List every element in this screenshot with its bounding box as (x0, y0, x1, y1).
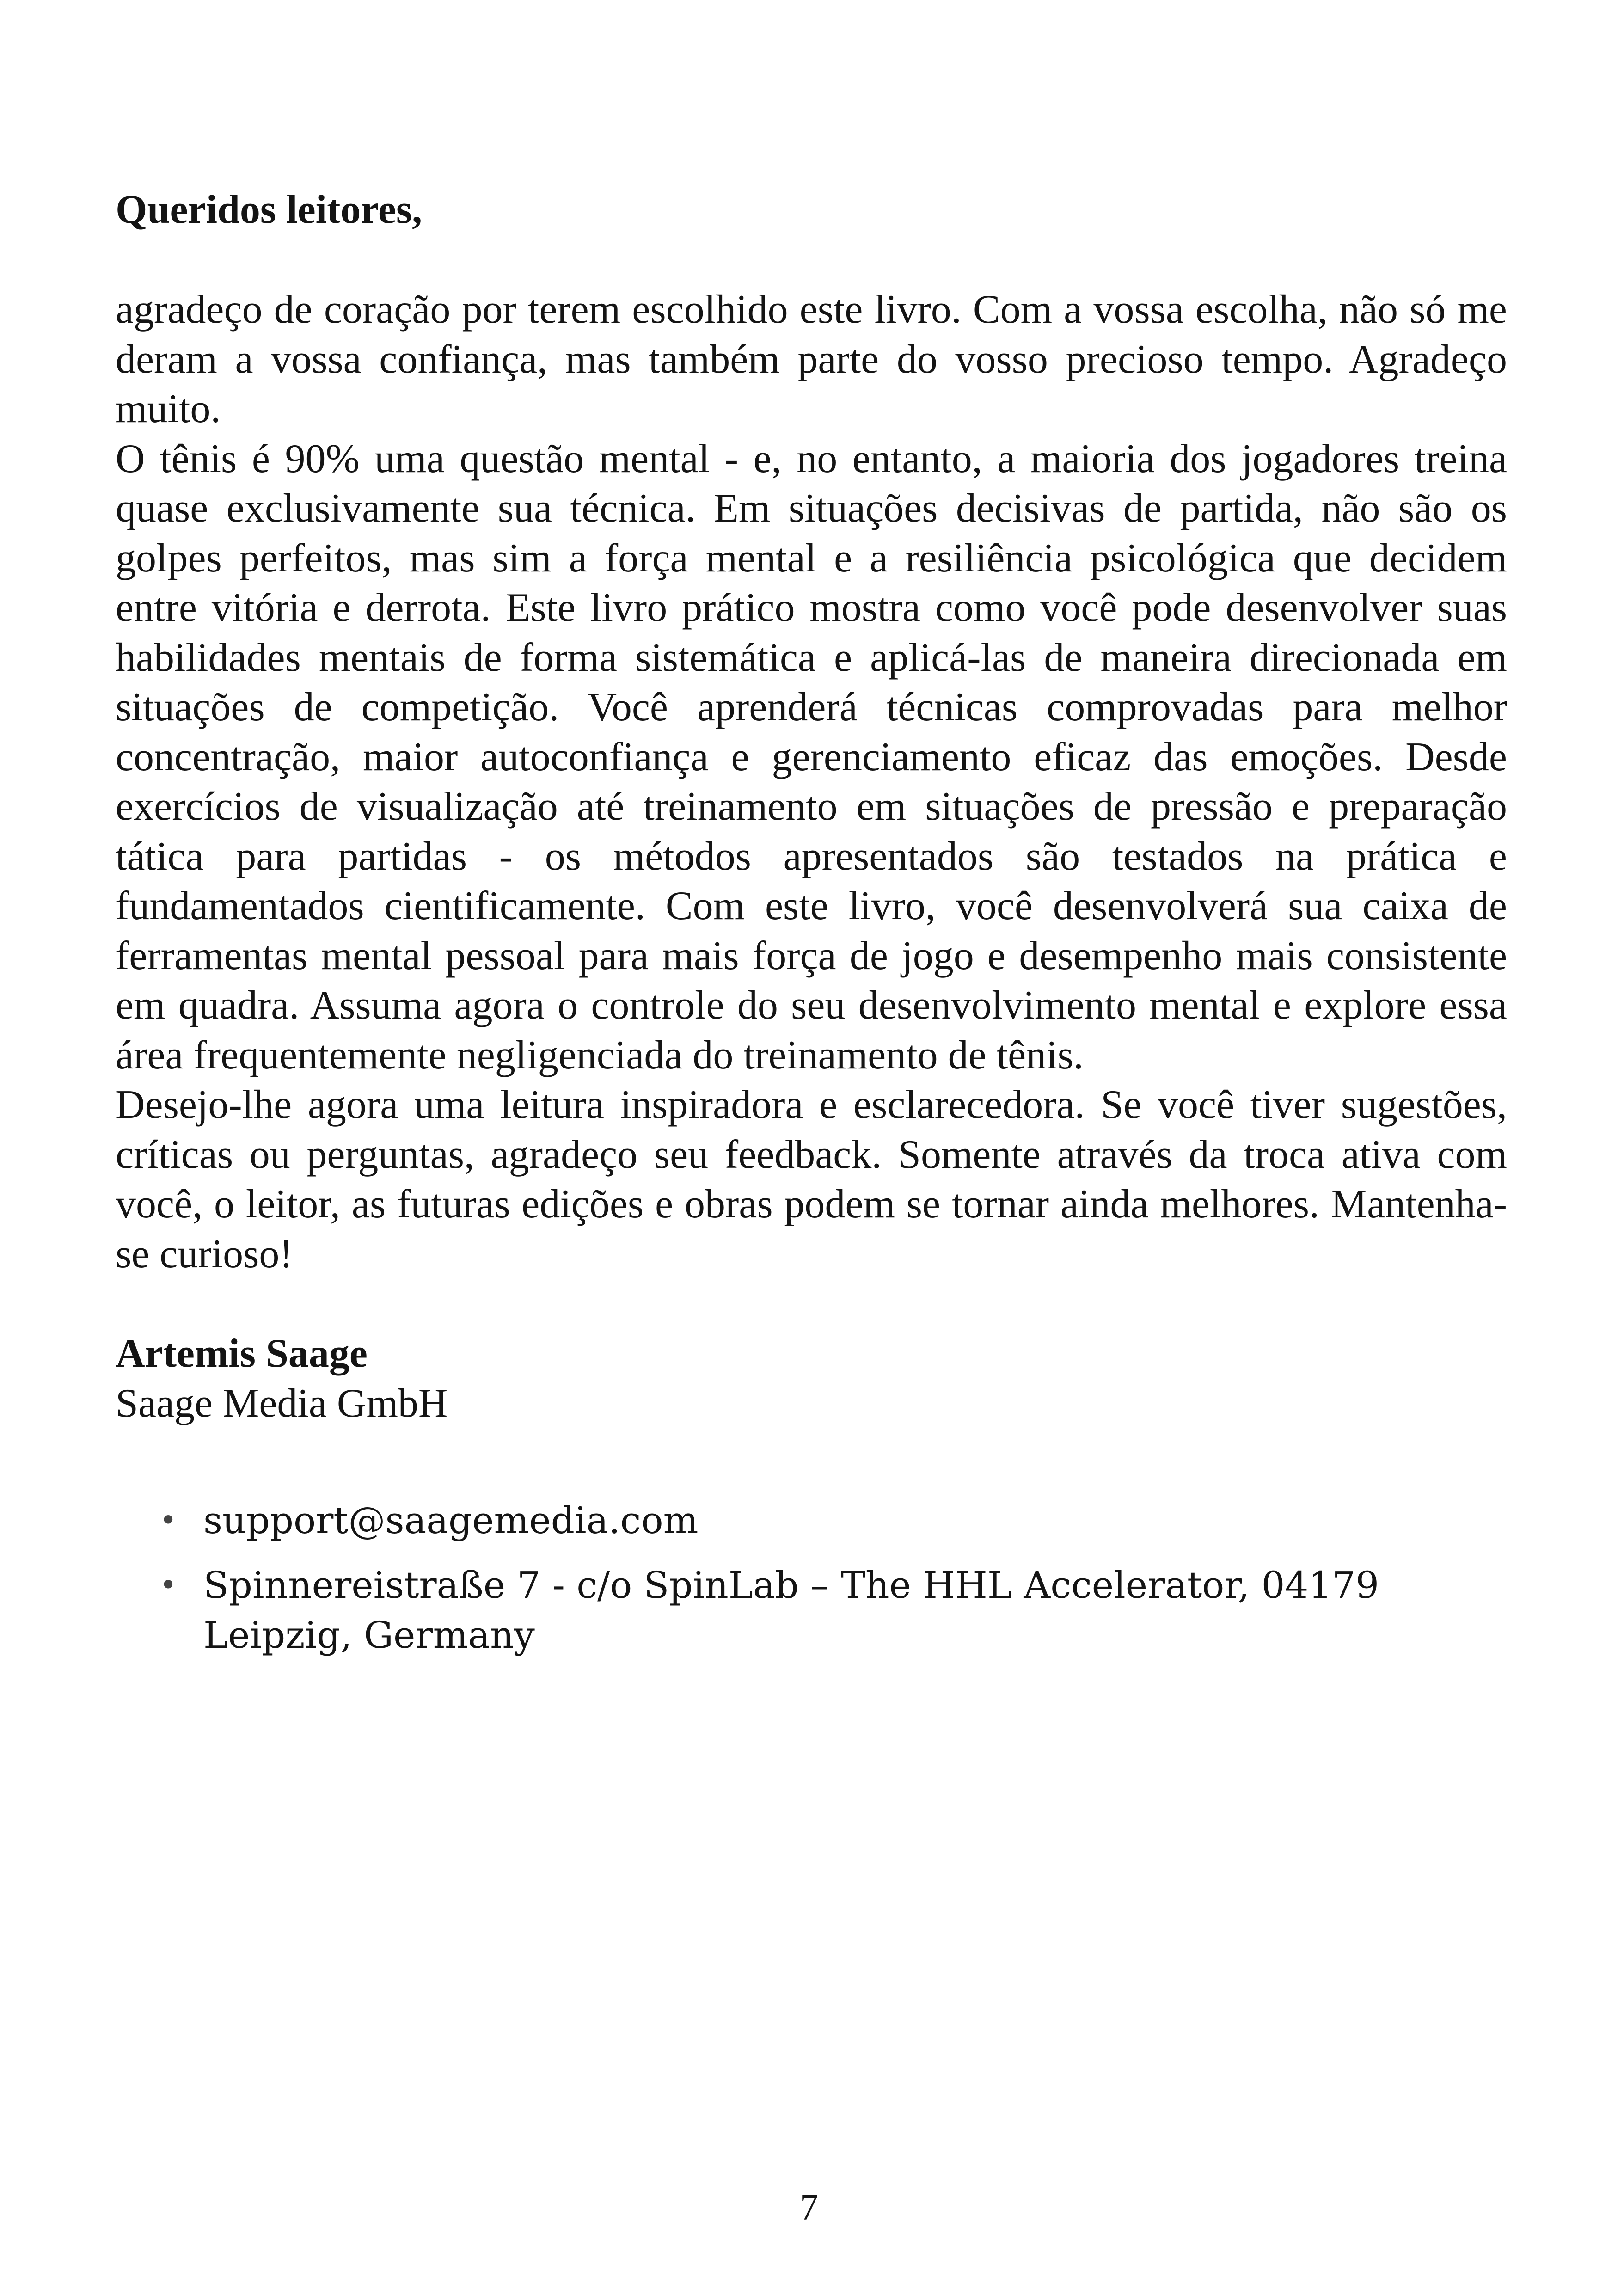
contact-address-item (159, 1560, 1498, 1660)
signature-block (116, 1329, 1507, 1429)
author-name: Artemis Saage (116, 1331, 368, 1376)
contact-list (116, 1496, 1507, 1660)
contact-email[interactable]: support@saagemedia.com (203, 1499, 699, 1542)
bullet-icon: • (159, 1568, 177, 1602)
paragraph-book-description: O tênis é 90% uma questão mental - e, no entanto, a maioria dos jogadores treina quase exclusivamente sua técnica. Em situações decisivas de partida, não são os golpes perfeitos, mas sim a força mental e a resiliência psicológica que decidem entre vitória e derrota. Este livro prático mostra como você pode desenvolver suas habilidades mentais de forma sistemática e aplicá-las de maneira direcionada em situações de competição. Você aprenderá técnicas comprovadas para melhor concentração, maior autoconfiança e gerenciamento eficaz das emoções. Desde exercícios de visualização até treinamento em situações de pressão e preparação tática para partidas - os métodos apresentados são testados na prática e fundamentados cientificamente. Com este livro, você desenvolverá sua caixa de ferramentas mental pessoal para mais força de jogo e desempenho mais consistente em quadra. Assuma agora o controle do seu desenvolvimento mental e explore essa área frequentemente negligenciada do treinamento de tênis. (116, 436, 1507, 1078)
letter-page (116, 185, 1507, 1675)
bullet-icon: • (159, 1504, 177, 1538)
contact-email-item (159, 1496, 1498, 1546)
page-number: 7 (800, 2187, 818, 2228)
company-name: Saage Media GmbH (116, 1381, 448, 1426)
salutation: Queridos leitores, (116, 187, 423, 232)
paragraph-closing: Desejo-lhe agora uma leitura inspiradora e esclarecedora. Se você tiver sugestões, críticas ou perguntas, agradeço seu feedback. Somente através da troca ativa com você, o leitor, as futuras edições e obras podem se tornar ainda melhores. Mantenha-se curioso! (116, 1082, 1507, 1277)
paragraph-thanks: agradeço de coração por terem escolhido este livro. Com a vossa escolha, não só me deram a vossa confiança, mas também parte do vosso precioso tempo. Agradeço muito. (116, 287, 1507, 431)
contact-address: Spinnereistraße 7 - c/o SpinLab – The HHL Accelerator, 04179 Leipzig, Germany (203, 1564, 1379, 1657)
